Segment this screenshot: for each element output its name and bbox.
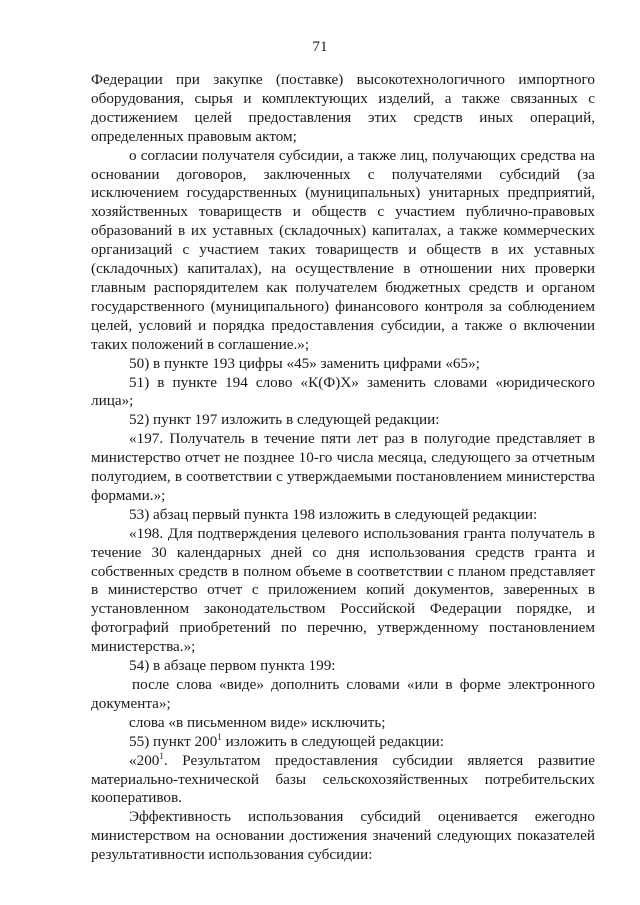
text-run: 55) пункт 200 bbox=[129, 732, 218, 750]
paragraph: Федерации при закупке (поставке) высокотехнологичного импортного оборудования, сырья и комплектующих изделий, а также связанных с достижением целей предоставления этих средств иных операций, определенных правовым актом; bbox=[91, 71, 595, 145]
paragraph-55 bbox=[91, 733, 595, 752]
paragraph: слова «в письменном виде» исключить; bbox=[129, 713, 386, 731]
text-run: «200 bbox=[129, 751, 160, 769]
paragraph: 51) в пункте 194 слово «К(Ф)Х» заменить словами «юридического лица»; bbox=[91, 373, 595, 410]
page-number: 71 bbox=[312, 38, 328, 55]
paragraph: о согласии получателя субсидии, а также лиц, получающих средства на основании договоров, заключенных с получателями субсидий (за исключением государственных (муниципальных) унитарных предприятий, хозяйственных товариществ и обществ с участием публично-правовых образований в их уставных (складочных) капиталах, а также коммерческих организаций с участием таких товариществ и обществ в их уставных (складочных) капиталах), на осуществление в отношении них проверки главным распорядителем как получателем бюджетных средств и органом государственного (муниципального) финансового контроля за соблюдением целей, условий и порядка предоставления субсидии, а также о включении таких положений в соглашение.»; bbox=[91, 146, 595, 353]
superscript: 1 bbox=[159, 750, 164, 761]
paragraph: 52) пункт 197 изложить в следующей редакции: bbox=[129, 411, 440, 429]
text-run: изложить в следующей редакции: bbox=[221, 732, 444, 750]
paragraph: 54) в абзаце первом пункта 199: bbox=[129, 657, 336, 675]
paragraph: 50) в пункте 193 цифры «45» заменить цифрами «65»; bbox=[129, 354, 480, 372]
paragraph: «197. Получатель в течение пяти лет раз в полугодие представляет в министерство отчет не позднее 10-го числа месяца, следующего за отчетным полугодием, в соответствии с утверждаемыми постановлением министерства формами.»; bbox=[91, 430, 595, 504]
paragraph: «198. Для подтверждения целевого использования гранта получатель в течение 30 календарных дней со дня использования средств гранта и собственных средств в полном объеме в соответствии с планом представляет в министерство отчет с приложением копий документов, заверенных в установленном законодательством Российской Федерации порядке, и фотографий приобретений по перечню, утвержденному постановлением министерства.»; bbox=[91, 524, 595, 656]
text-run: . Результатом предоставления субсидии является развитие материально-технической базы сельскохозяйственных потребительских кооперативов. bbox=[91, 751, 595, 807]
superscript: 1 bbox=[217, 731, 222, 742]
paragraph: 53) абзац первый пункта 198 изложить в следующей редакции: bbox=[129, 505, 538, 523]
paragraph-200-1 bbox=[91, 752, 595, 809]
paragraph: Эффективность использования субсидий оценивается ежегодно министерством на основании достижения значений следующих показателей результативности использования субсидии: bbox=[91, 808, 595, 864]
paragraph: после слова «виде» дополнить словами «или в форме электронного документа»; bbox=[91, 676, 595, 712]
document-body bbox=[91, 71, 595, 865]
